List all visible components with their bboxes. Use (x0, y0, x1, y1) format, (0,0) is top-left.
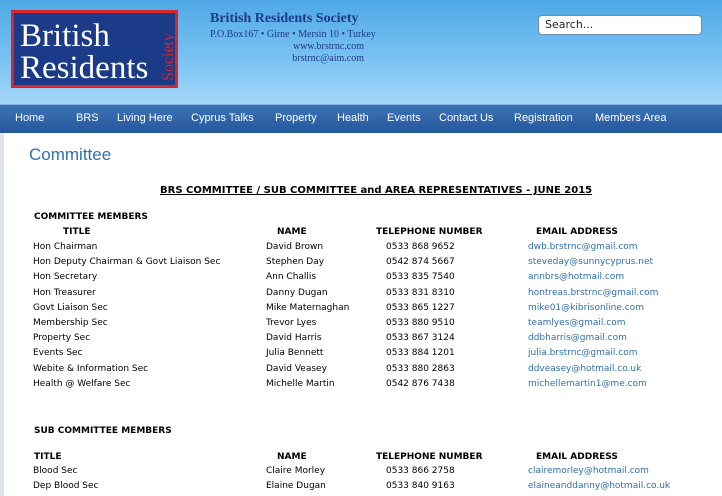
table-row (0, 466, 722, 481)
row-name: Ann Challis (266, 272, 317, 283)
table-row (0, 364, 722, 379)
row-phone: 0533 868 9652 (386, 242, 455, 252)
table-row (0, 333, 722, 348)
row-email[interactable]: michellemartin1@me.com (528, 378, 647, 389)
row-phone: 0533 866 2758 (386, 466, 455, 476)
committee-section-title: COMMITTEE MEMBERS (34, 212, 148, 222)
nav-living-here[interactable]: Living Here (117, 112, 173, 124)
subcommittee-col-email: EMAIL ADDRESS (536, 452, 618, 462)
row-name: Stephen Day (266, 257, 325, 268)
subcommittee-section-title: SUB COMMITTEE MEMBERS (34, 426, 172, 436)
society-info (210, 11, 376, 65)
row-title: Blood Sec (33, 466, 78, 476)
nav-registration[interactable]: Registration (514, 112, 573, 124)
row-email[interactable]: julia.brstrnc@gmail.com (528, 348, 638, 359)
row-phone: 0533 867 3124 (386, 333, 455, 344)
site-logo[interactable] (11, 10, 178, 88)
row-title: Webite & Information Sec (33, 363, 149, 374)
table-row (0, 242, 722, 257)
table-row (0, 481, 722, 496)
row-email[interactable]: elaineanddanny@hotmail.co.uk (528, 481, 671, 492)
row-name: Claire Morley (266, 466, 326, 476)
row-title: Hon Deputy Chairman & Govt Liaison Sec (33, 257, 221, 268)
row-title: Health @ Welfare Sec (33, 378, 131, 389)
row-title: Events Sec (33, 348, 83, 359)
row-name: David Brown (266, 242, 324, 252)
table-row (0, 348, 722, 363)
row-phone: 0533 884 1201 (386, 348, 455, 359)
row-title: Dep Blood Sec (33, 481, 99, 492)
subcommittee-col-title: TITLE (34, 452, 62, 462)
logo-line-british: British (20, 18, 110, 54)
society-name: British Residents Society (210, 11, 359, 26)
row-name: David Harris (266, 333, 322, 344)
subcommittee-col-name: NAME (277, 452, 307, 462)
row-name: Elaine Dugan (266, 481, 326, 492)
committee-col-email: EMAIL ADDRESS (536, 227, 618, 237)
row-name: Danny Dugan (266, 287, 328, 298)
table-row (0, 257, 722, 272)
row-name: Mike Maternaghan (266, 302, 350, 313)
row-name: David Veasey (266, 363, 327, 374)
row-email[interactable]: dwb.brstrnc@gmail.com (528, 242, 638, 252)
main-nav (0, 104, 722, 133)
row-title: Hon Secretary (33, 272, 98, 283)
table-row (0, 318, 722, 333)
nav-health[interactable]: Health (337, 112, 369, 124)
nav-home[interactable]: Home (15, 112, 45, 124)
row-phone: 0542 876 7438 (386, 378, 455, 389)
row-phone: 0533 831 8310 (386, 287, 455, 298)
committee-heading: BRS COMMITTEE / SUB COMMITTEE and AREA REPRESENTATIVES - JUNE 2015 (160, 185, 593, 196)
row-title: Hon Chairman (33, 242, 98, 252)
logo-vertical-text: Society (160, 33, 177, 81)
row-name: Julia Bennett (266, 348, 324, 359)
row-email[interactable]: annbrs@hotmail.com (528, 272, 625, 283)
nav-contact-us[interactable]: Contact Us (439, 112, 494, 124)
society-email[interactable]: brstrnc@aim.com (292, 53, 364, 64)
table-row (0, 288, 722, 303)
committee-col-name: NAME (277, 227, 307, 237)
logo-line-residents: Residents (20, 50, 149, 86)
row-email[interactable]: ddbharris@gmail.com (528, 333, 627, 344)
society-website[interactable]: www.brstrnc.com (292, 41, 364, 52)
page-title: Committee (29, 145, 112, 164)
row-title: Membership Sec (33, 318, 108, 328)
committee-col-phone: TELEPHONE NUMBER (376, 227, 483, 237)
row-phone: 0533 880 9510 (386, 318, 455, 328)
row-email[interactable]: hontreas.brstrnc@gmail.com (528, 287, 659, 298)
subcommittee-col-phone: TELEPHONE NUMBER (376, 452, 483, 462)
row-phone: 0533 880 2863 (386, 363, 455, 374)
row-title: Hon Treasurer (33, 287, 96, 298)
row-title: Property Sec (33, 333, 91, 344)
table-row (0, 272, 722, 287)
row-phone: 0533 840 9163 (386, 481, 455, 492)
row-phone: 0533 865 1227 (386, 302, 455, 313)
table-row (0, 379, 722, 394)
row-title: Govt Liaison Sec (33, 302, 108, 313)
site-header (0, 0, 722, 104)
row-phone: 0533 835 7540 (386, 272, 455, 283)
nav-members-area[interactable]: Members Area (595, 112, 667, 124)
nav-cyprus-talks[interactable]: Cyprus Talks (191, 112, 254, 124)
row-email[interactable]: clairemorley@hotmail.com (528, 466, 649, 476)
nav-events[interactable]: Events (387, 112, 421, 124)
row-name: Trevor Lyes (266, 318, 317, 328)
table-row (0, 303, 722, 318)
search-input[interactable]: Search... (538, 15, 702, 35)
society-address: P.O.Box167 • Girne • Mersin 10 • Turkey (210, 29, 376, 40)
committee-col-title: TITLE (63, 227, 91, 237)
nav-brs[interactable]: BRS (76, 112, 99, 124)
row-phone: 0542 874 5667 (386, 257, 455, 268)
row-email[interactable]: teamlyes@gmail.com (528, 318, 626, 328)
nav-property[interactable]: Property (275, 112, 317, 124)
row-name: Michelle Martin (266, 378, 335, 389)
row-email[interactable]: steveday@sunnycyprus.net (528, 257, 654, 268)
row-email[interactable]: ddveasey@hotmail.co.uk (528, 363, 642, 374)
row-email[interactable]: mike01@kibrisonline.com (528, 302, 644, 313)
